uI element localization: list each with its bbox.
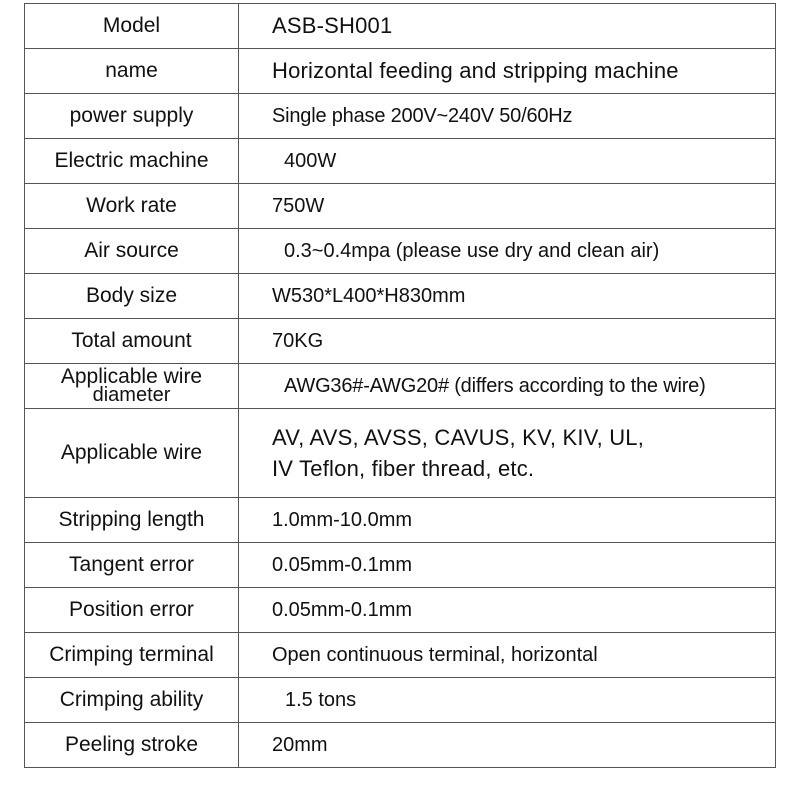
table-row — [25, 49, 776, 94]
row-label: Total amount — [25, 319, 239, 364]
row-label-line: diameter — [92, 384, 171, 406]
row-label: Position error — [25, 588, 239, 633]
row-value: W530*L400*H830mm — [239, 274, 776, 319]
table-row — [25, 319, 776, 364]
table-row — [25, 274, 776, 319]
row-label: Crimping ability — [25, 678, 239, 723]
row-value: 0.3~0.4mpa (please use dry and clean air) — [239, 229, 776, 274]
spec-table — [24, 3, 776, 768]
table-row — [25, 633, 776, 678]
row-label: Electric machine — [25, 139, 239, 184]
row-value: 70KG — [239, 319, 776, 364]
row-value: 1.0mm-10.0mm — [239, 498, 776, 543]
row-value: AWG36#-AWG20# (differs according to the wire) — [239, 364, 776, 409]
row-value: 1.5 tons — [239, 678, 776, 723]
row-label: Body size — [25, 274, 239, 319]
table-row — [25, 409, 776, 498]
row-label: Model — [25, 4, 239, 49]
row-value: 750W — [239, 184, 776, 229]
table-row — [25, 364, 776, 409]
row-value — [239, 409, 776, 498]
table-row — [25, 543, 776, 588]
table-row — [25, 184, 776, 229]
row-value-line: AV, AVS, AVSS, CAVUS, KV, KIV, UL, — [272, 425, 645, 450]
table-row — [25, 94, 776, 139]
table-row — [25, 139, 776, 184]
row-label: Air source — [25, 229, 239, 274]
row-value: 400W — [239, 139, 776, 184]
row-label-line: Applicable wire — [60, 365, 203, 388]
row-value: 0.05mm-0.1mm — [239, 543, 776, 588]
row-label: power supply — [25, 94, 239, 139]
row-value: 0.05mm-0.1mm — [239, 588, 776, 633]
row-label: Applicable wire — [25, 409, 239, 498]
row-label: Stripping length — [25, 498, 239, 543]
row-label: name — [25, 49, 239, 94]
table-row — [25, 723, 776, 768]
row-label: Peeling stroke — [25, 723, 239, 768]
row-value: Horizontal feeding and stripping machine — [239, 49, 776, 94]
row-value: 20mm — [239, 723, 776, 768]
table-row — [25, 498, 776, 543]
row-value: Single phase 200V~240V 50/60Hz — [239, 94, 776, 139]
table-row — [25, 229, 776, 274]
row-value-line: IV Teflon, fiber thread, etc. — [272, 456, 535, 481]
table-row — [25, 678, 776, 723]
row-value: Open continuous terminal, horizontal — [239, 633, 776, 678]
row-value: ASB-SH001 — [239, 4, 776, 49]
table-row — [25, 4, 776, 49]
row-label — [25, 364, 239, 409]
row-label: Crimping terminal — [25, 633, 239, 678]
row-label: Work rate — [25, 184, 239, 229]
row-label: Tangent error — [25, 543, 239, 588]
table-row — [25, 588, 776, 633]
